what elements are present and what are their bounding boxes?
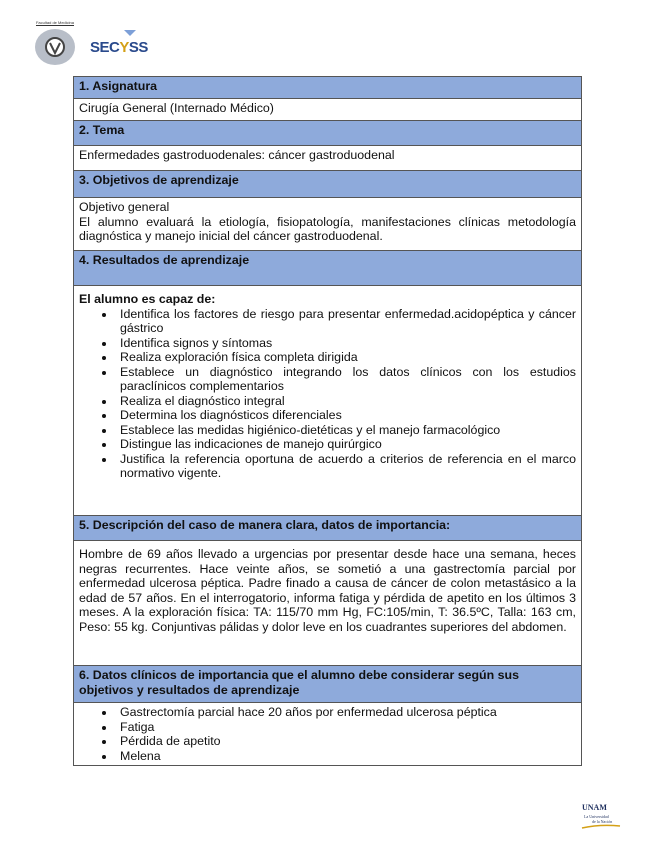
objective-text: El alumno evaluará la etiología, fisiopatología, manifestaciones clínicas metodología diagnóstica y manejo inicial del cáncer gastroduodenal. bbox=[79, 214, 576, 243]
secyss-wordmark: SECYSS bbox=[90, 39, 148, 56]
section-body bbox=[74, 286, 582, 516]
faculty-caption: Facultad de Medicina bbox=[35, 20, 75, 25]
list-item: • Realiza exploración física completa dirigida bbox=[116, 350, 576, 365]
list-item: • Fatiga bbox=[116, 720, 576, 735]
section-title: 1. Asignatura bbox=[74, 77, 582, 99]
section-body: Cirugía General (Internado Médico) bbox=[74, 99, 582, 121]
section-body bbox=[74, 703, 582, 766]
list-item: • Establece un diagnóstico integrando los datos clínicos con los estudios paraclínicos complementarios bbox=[116, 365, 576, 394]
case-table bbox=[73, 76, 582, 766]
secyss-logo bbox=[90, 28, 150, 62]
list-item: • Gastrectomía parcial hace 20 años por enfermedad ulcerosa péptica bbox=[116, 705, 576, 720]
section-title: 5. Descripción del caso de manera clara, datos de importancia: bbox=[74, 516, 582, 541]
svg-text:de la Nación: de la Nación bbox=[592, 819, 613, 824]
section-title: 2. Tema bbox=[74, 121, 582, 146]
outcomes-list bbox=[79, 307, 576, 481]
section-body: Enfermedades gastroduodenales: cáncer gastroduodenal bbox=[74, 146, 582, 171]
list-item: • Pérdida de apetito bbox=[116, 734, 576, 749]
section-lead: El alumno es capaz de: bbox=[79, 292, 216, 306]
list-item: • Determina los diagnósticos diferenciales bbox=[116, 408, 576, 423]
section-title: 4. Resultados de aprendizaje bbox=[74, 251, 582, 286]
list-item: • Identifica los factores de riesgo para presentar enfermedad.acidopéptica y cáncer gástrico bbox=[116, 307, 576, 336]
section-body: Hombre de 69 años llevado a urgencias por presentar desde hace una semana, heces negras recurrentes. Hace veinte años, se sometió a una gastrectomía parcial por enfermedad ulcerosa péptica. Padre finado a causa de cáncer de colon metastásico a la edad de 57 años. En el interrogatorio, informa fatiga y pérdida de apetito en los últimos 3 meses. A la exploración física: TA: 115/70 mm Hg, FC:105/min, T: 36.5ºC, Talla: 163 cm, Peso: 55 kg. Conjuntivas pálidas y dolor leve en los cuadrantes superiores del abdomen. bbox=[74, 541, 582, 666]
list-item: • Realiza el diagnóstico integral bbox=[116, 394, 576, 409]
list-item: • Justifica la referencia oportuna de acuerdo a criterios de referencia en el marco normativo vigente. bbox=[116, 452, 576, 481]
svg-text:UNAM: UNAM bbox=[582, 803, 607, 812]
list-item: • Establece las medidas higiénico-dietéticas y el manejo farmacológico bbox=[116, 423, 576, 438]
section-title: 3. Objetivos de aprendizaje bbox=[74, 171, 582, 198]
list-item: • Distingue las indicaciones de manejo quirúrgico bbox=[116, 437, 576, 452]
clinical-data-list bbox=[79, 705, 576, 763]
unam-footer-logo bbox=[580, 800, 625, 830]
section-title: 6. Datos clínicos de importancia que el alumno debe considerar según sus objetivos y resultados de aprendizaje bbox=[74, 666, 582, 703]
faculty-seal-icon bbox=[30, 25, 80, 67]
section-subtitle: Objetivo general bbox=[79, 200, 170, 214]
section-body bbox=[74, 198, 582, 251]
list-item: • Identifica signos y síntomas bbox=[116, 336, 576, 351]
svg-text:La Universidad: La Universidad bbox=[584, 814, 609, 819]
list-item: • Melena bbox=[116, 749, 576, 764]
faculty-logo bbox=[30, 20, 80, 70]
